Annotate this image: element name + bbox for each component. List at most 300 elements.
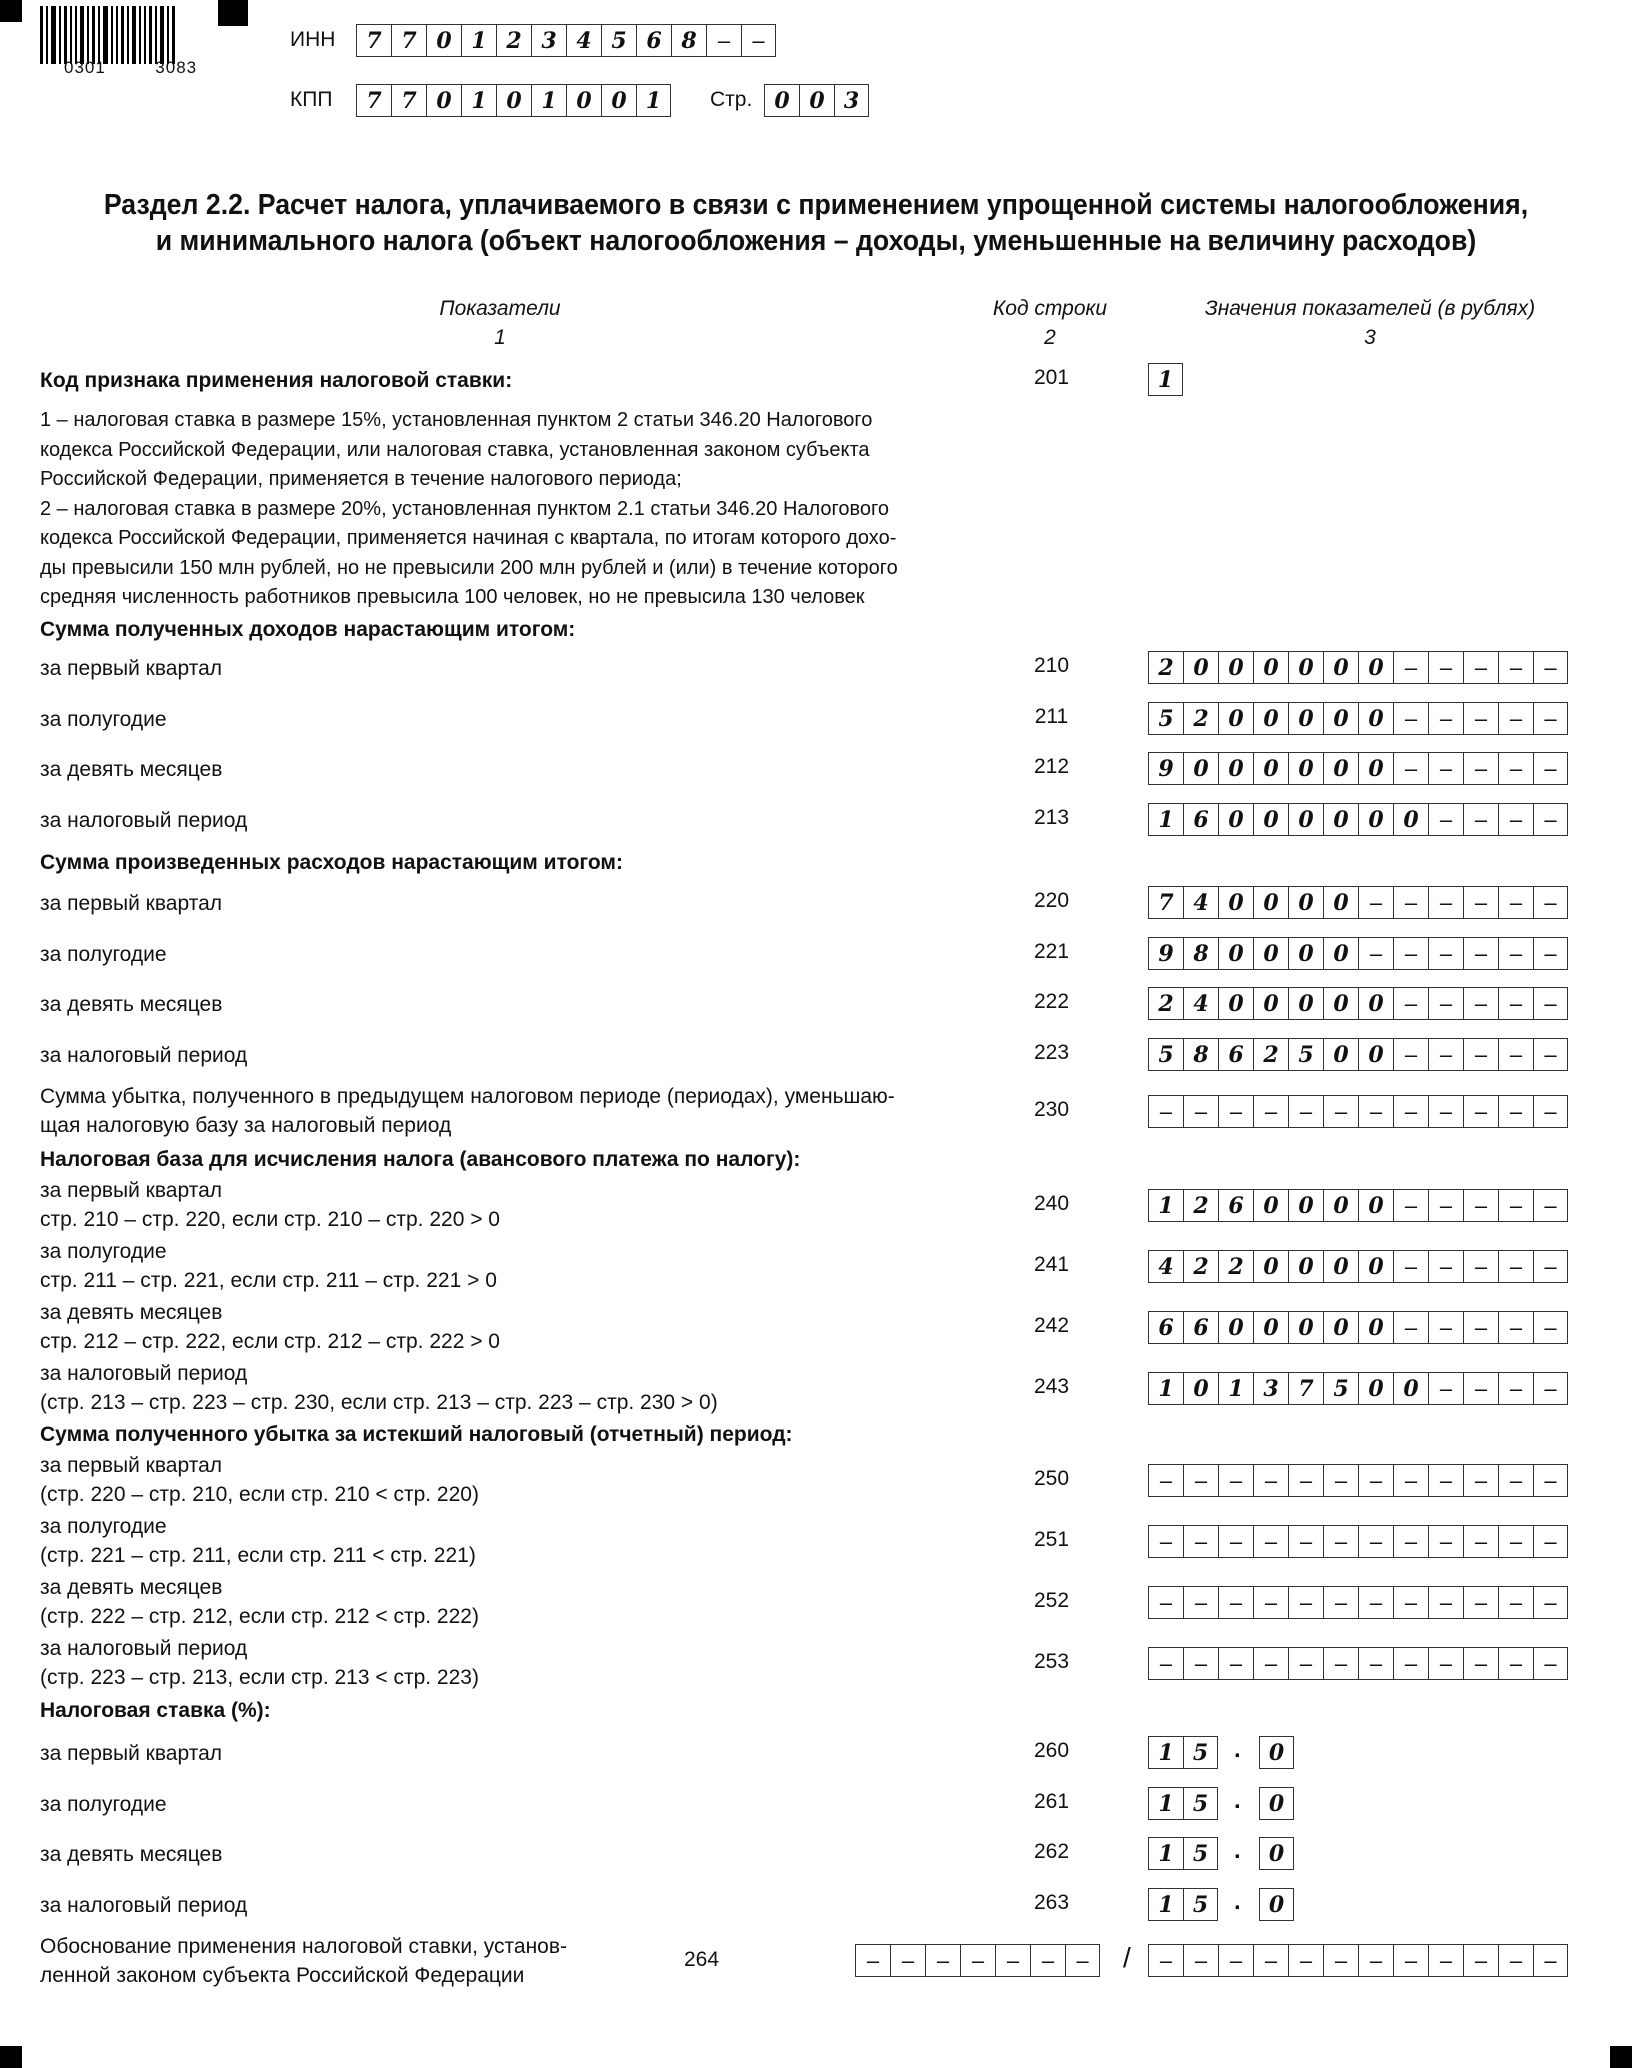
row-240-cells[interactable] [1148, 1189, 1568, 1222]
input-cell[interactable]: – [1393, 987, 1428, 1020]
input-cell[interactable]: 0 [1358, 987, 1393, 1020]
input-cell[interactable]: 1 [1148, 1888, 1183, 1921]
input-cell[interactable]: – [1253, 1464, 1288, 1497]
input-cell[interactable]: – [1358, 937, 1393, 970]
input-cell[interactable]: – [1148, 1464, 1183, 1497]
input-cell[interactable]: – [1533, 987, 1568, 1020]
input-cell[interactable]: 0 [1218, 752, 1253, 785]
input-cell[interactable]: 0 [1259, 1888, 1294, 1921]
input-cell[interactable]: – [1183, 1586, 1218, 1619]
input-cell[interactable]: 0 [1218, 937, 1253, 970]
input-cell[interactable]: – [1533, 1038, 1568, 1071]
input-cell[interactable]: – [1498, 803, 1533, 836]
input-cell[interactable]: – [1498, 651, 1533, 684]
input-cell[interactable]: 1 [1218, 1372, 1253, 1405]
input-cell[interactable]: 0 [1218, 651, 1253, 684]
input-cell[interactable]: 0 [1323, 702, 1358, 735]
input-cell[interactable]: – [1428, 1525, 1463, 1558]
input-cell[interactable]: 5 [1183, 1787, 1218, 1820]
input-cell[interactable]: – [1533, 1525, 1568, 1558]
row-253-cells[interactable] [1148, 1647, 1568, 1680]
input-cell[interactable]: 0 [1253, 987, 1288, 1020]
input-cell[interactable]: 2 [496, 24, 531, 57]
input-cell[interactable]: – [1463, 1095, 1498, 1128]
input-cell[interactable]: – [1463, 1464, 1498, 1497]
kpp-cells[interactable] [356, 84, 671, 117]
input-cell[interactable]: – [890, 1944, 925, 1977]
input-cell[interactable]: – [1533, 651, 1568, 684]
row-230-cells[interactable] [1148, 1095, 1568, 1128]
input-cell[interactable]: – [1498, 1586, 1533, 1619]
input-cell[interactable]: 2 [1148, 987, 1183, 1020]
decimal-point: . [1234, 1736, 1241, 1763]
input-cell[interactable]: – [1463, 1944, 1498, 1977]
input-cell[interactable]: – [1393, 937, 1428, 970]
input-cell[interactable]: 0 [1323, 1250, 1358, 1283]
input-cell[interactable]: – [1393, 1464, 1428, 1497]
row-243-label [40, 1359, 718, 1417]
input-cell[interactable]: – [1358, 886, 1393, 919]
row-264-left-cells[interactable] [855, 1944, 1100, 1977]
row-262-dec-cells[interactable] [1259, 1837, 1294, 1870]
input-cell[interactable]: – [1463, 1372, 1498, 1405]
input-cell[interactable]: – [1533, 1311, 1568, 1344]
input-cell[interactable]: 0 [1259, 1787, 1294, 1820]
input-cell[interactable]: 0 [426, 24, 461, 57]
input-cell[interactable]: 2 [1218, 1250, 1253, 1283]
input-cell[interactable]: – [1498, 1372, 1533, 1405]
input-cell[interactable]: – [1533, 1372, 1568, 1405]
row-222-code: 222 [1033, 990, 1070, 1013]
input-cell[interactable]: – [1288, 1095, 1323, 1128]
input-cell[interactable]: 1 [1148, 1837, 1183, 1870]
input-cell[interactable]: 1 [1148, 1189, 1183, 1222]
input-cell[interactable]: 0 [1358, 752, 1393, 785]
input-cell[interactable]: 4 [1183, 886, 1218, 919]
input-cell[interactable]: – [706, 24, 741, 57]
input-cell[interactable]: 0 [1358, 803, 1393, 836]
row-251-cells[interactable] [1148, 1525, 1568, 1558]
input-cell[interactable]: – [1183, 1464, 1218, 1497]
input-cell[interactable]: – [1288, 1944, 1323, 1977]
input-cell[interactable]: 0 [1358, 1311, 1393, 1344]
input-cell[interactable]: – [1533, 1189, 1568, 1222]
input-cell[interactable]: 0 [1253, 1311, 1288, 1344]
input-cell[interactable]: 0 [1218, 1311, 1253, 1344]
input-cell[interactable]: 0 [1288, 803, 1323, 836]
input-cell[interactable]: 0 [1288, 987, 1323, 1020]
input-cell[interactable]: 0 [1288, 651, 1323, 684]
input-cell[interactable]: 0 [1259, 1837, 1294, 1870]
input-cell[interactable]: – [1428, 1311, 1463, 1344]
input-cell[interactable]: 2 [1148, 651, 1183, 684]
input-cell[interactable]: – [1218, 1464, 1253, 1497]
input-cell[interactable]: – [1498, 1525, 1533, 1558]
input-cell[interactable]: 0 [1218, 803, 1253, 836]
input-cell[interactable]: – [1463, 1038, 1498, 1071]
input-cell[interactable]: – [1428, 1095, 1463, 1128]
row-201-cells[interactable] [1148, 363, 1183, 396]
input-cell[interactable]: 0 [1358, 1372, 1393, 1405]
input-cell[interactable]: 3 [1253, 1372, 1288, 1405]
input-cell[interactable]: – [1030, 1944, 1065, 1977]
input-cell[interactable]: 0 [1323, 651, 1358, 684]
row-264-right-cells[interactable] [1148, 1944, 1568, 1977]
input-cell[interactable]: – [1428, 651, 1463, 684]
input-cell[interactable]: – [1533, 937, 1568, 970]
input-cell[interactable]: 0 [1288, 702, 1323, 735]
input-cell[interactable]: 8 [671, 24, 706, 57]
input-cell[interactable]: 0 [764, 84, 799, 117]
input-cell[interactable]: 0 [1183, 1372, 1218, 1405]
input-cell[interactable]: 1 [1148, 363, 1183, 396]
input-cell[interactable]: 0 [426, 84, 461, 117]
input-cell[interactable]: 1 [531, 84, 566, 117]
input-cell[interactable]: 0 [1323, 886, 1358, 919]
row-260-int-cells[interactable] [1148, 1736, 1218, 1769]
input-cell[interactable]: – [1428, 1038, 1463, 1071]
input-cell[interactable]: 6 [1183, 1311, 1218, 1344]
input-cell[interactable]: – [1065, 1944, 1100, 1977]
input-cell[interactable]: – [1183, 1647, 1218, 1680]
input-cell[interactable]: – [1463, 752, 1498, 785]
input-cell[interactable]: – [1463, 886, 1498, 919]
input-cell[interactable]: – [1218, 1525, 1253, 1558]
input-cell[interactable]: 4 [1148, 1250, 1183, 1283]
input-cell[interactable]: 1 [461, 84, 496, 117]
input-cell[interactable]: 0 [1358, 651, 1393, 684]
input-cell[interactable]: – [1498, 1189, 1533, 1222]
input-cell[interactable]: – [1288, 1464, 1323, 1497]
input-cell[interactable]: 3 [834, 84, 869, 117]
input-cell[interactable]: – [1358, 1525, 1393, 1558]
row-213-cells[interactable] [1148, 803, 1568, 836]
row-220-cells[interactable] [1148, 886, 1568, 919]
input-cell[interactable]: – [1428, 987, 1463, 1020]
input-cell[interactable]: – [1393, 651, 1428, 684]
input-cell[interactable]: 0 [1288, 1311, 1323, 1344]
input-cell[interactable]: – [1498, 1647, 1533, 1680]
input-cell[interactable]: – [1218, 1647, 1253, 1680]
input-cell[interactable]: – [1428, 1189, 1463, 1222]
input-cell[interactable]: – [1498, 1095, 1533, 1128]
input-cell[interactable]: – [1498, 752, 1533, 785]
input-cell[interactable]: – [1323, 1647, 1358, 1680]
input-cell[interactable]: – [1218, 1095, 1253, 1128]
input-cell[interactable]: – [1463, 1647, 1498, 1680]
input-cell[interactable]: 2 [1183, 702, 1218, 735]
input-cell[interactable]: – [1463, 937, 1498, 970]
input-cell[interactable]: – [1498, 1311, 1533, 1344]
input-cell[interactable]: 0 [566, 84, 601, 117]
row-261-int-cells[interactable] [1148, 1787, 1218, 1820]
input-cell[interactable]: – [1358, 1464, 1393, 1497]
row-263-dec-cells[interactable] [1259, 1888, 1294, 1921]
input-cell[interactable]: – [1323, 1944, 1358, 1977]
input-cell[interactable]: 5 [1148, 1038, 1183, 1071]
input-cell[interactable]: 6 [1148, 1311, 1183, 1344]
input-cell[interactable]: 1 [1148, 1736, 1183, 1769]
input-cell[interactable]: – [1498, 937, 1533, 970]
input-cell[interactable]: – [1323, 1525, 1358, 1558]
input-cell[interactable]: – [1393, 752, 1428, 785]
input-cell[interactable]: 7 [391, 24, 426, 57]
input-cell[interactable]: 0 [1323, 987, 1358, 1020]
input-cell[interactable]: – [1393, 1944, 1428, 1977]
input-cell[interactable]: 6 [1183, 803, 1218, 836]
input-cell[interactable]: 0 [1358, 702, 1393, 735]
input-cell[interactable]: – [1428, 937, 1463, 970]
input-cell[interactable]: – [1533, 1944, 1568, 1977]
input-cell[interactable]: 0 [496, 84, 531, 117]
input-cell[interactable]: 1 [1148, 803, 1183, 836]
input-cell[interactable]: – [1183, 1095, 1218, 1128]
input-cell[interactable]: 0 [1183, 752, 1218, 785]
input-cell[interactable]: 0 [1288, 1250, 1323, 1283]
input-cell[interactable]: – [1533, 803, 1568, 836]
input-cell[interactable]: 6 [1218, 1189, 1253, 1222]
input-cell[interactable]: – [1533, 1464, 1568, 1497]
input-cell[interactable]: – [1393, 1525, 1428, 1558]
input-cell[interactable]: – [1253, 1095, 1288, 1128]
row-261-dec-cells[interactable] [1259, 1787, 1294, 1820]
input-cell[interactable]: – [855, 1944, 890, 1977]
input-cell[interactable]: 5 [601, 24, 636, 57]
input-cell[interactable]: 0 [1253, 803, 1288, 836]
input-cell[interactable]: – [1393, 1250, 1428, 1283]
row-223-cells[interactable] [1148, 1038, 1568, 1071]
input-cell[interactable]: 5 [1288, 1038, 1323, 1071]
row-241-cells[interactable] [1148, 1250, 1568, 1283]
input-cell[interactable]: – [1393, 702, 1428, 735]
input-cell[interactable]: – [1393, 1311, 1428, 1344]
input-cell[interactable]: – [1498, 987, 1533, 1020]
input-cell[interactable]: – [1533, 1095, 1568, 1128]
input-cell[interactable]: – [1148, 1586, 1183, 1619]
input-cell[interactable]: – [1498, 702, 1533, 735]
input-cell[interactable]: 1 [1148, 1372, 1183, 1405]
input-cell[interactable]: – [960, 1944, 995, 1977]
input-cell[interactable]: 0 [1323, 803, 1358, 836]
input-cell[interactable]: 0 [1218, 987, 1253, 1020]
input-cell[interactable]: – [1533, 702, 1568, 735]
input-cell[interactable]: – [1533, 1647, 1568, 1680]
input-cell[interactable]: – [1498, 1038, 1533, 1071]
input-cell[interactable]: – [1323, 1095, 1358, 1128]
input-cell[interactable]: 6 [1218, 1038, 1253, 1071]
input-cell[interactable]: – [1533, 1586, 1568, 1619]
input-cell[interactable]: – [1393, 1038, 1428, 1071]
input-cell[interactable]: 2 [1183, 1189, 1218, 1222]
input-cell[interactable]: – [1428, 1464, 1463, 1497]
input-cell[interactable]: – [741, 24, 776, 57]
input-cell[interactable]: 4 [1183, 987, 1218, 1020]
row-264-label-line2: ленной законом субъекта Российской Федерации [40, 1964, 525, 1987]
input-cell[interactable]: 0 [1253, 702, 1288, 735]
input-cell[interactable]: – [1323, 1464, 1358, 1497]
input-cell[interactable]: – [1148, 1095, 1183, 1128]
input-cell[interactable]: – [1148, 1944, 1183, 1977]
row-250-cells[interactable] [1148, 1464, 1568, 1497]
input-cell[interactable]: 0 [601, 84, 636, 117]
input-cell[interactable]: 0 [1253, 1250, 1288, 1283]
input-cell[interactable]: – [1288, 1525, 1323, 1558]
input-cell[interactable]: 0 [1253, 886, 1288, 919]
input-cell[interactable]: – [1393, 1586, 1428, 1619]
barcode-number [64, 58, 197, 78]
input-cell[interactable]: – [1498, 1464, 1533, 1497]
input-cell[interactable]: 0 [1323, 1189, 1358, 1222]
input-cell[interactable]: 2 [1183, 1250, 1218, 1283]
input-cell[interactable]: – [1498, 1250, 1533, 1283]
input-cell[interactable]: 0 [1358, 1038, 1393, 1071]
input-cell[interactable]: – [995, 1944, 1030, 1977]
inn-label: ИНН [290, 28, 336, 51]
input-cell[interactable]: 0 [1253, 1189, 1288, 1222]
input-cell[interactable]: – [1288, 1586, 1323, 1619]
input-cell[interactable]: – [1533, 1250, 1568, 1283]
input-cell[interactable]: 0 [1218, 886, 1253, 919]
input-cell[interactable]: 0 [1259, 1736, 1294, 1769]
input-cell[interactable]: – [1358, 1944, 1393, 1977]
input-cell[interactable]: – [1498, 886, 1533, 919]
input-cell[interactable]: 0 [1358, 1250, 1393, 1283]
input-cell[interactable]: – [1463, 1586, 1498, 1619]
row-243-cells[interactable] [1148, 1372, 1568, 1405]
row-252-cells[interactable] [1148, 1586, 1568, 1619]
input-cell[interactable]: – [1253, 1525, 1288, 1558]
input-cell[interactable]: 0 [1288, 1189, 1323, 1222]
input-cell[interactable]: – [1183, 1944, 1218, 1977]
row-240-code: 240 [1033, 1192, 1070, 1215]
input-cell[interactable]: 0 [1358, 1189, 1393, 1222]
input-cell[interactable]: 1 [636, 84, 671, 117]
input-cell[interactable]: 5 [1183, 1837, 1218, 1870]
input-cell[interactable]: 5 [1183, 1736, 1218, 1769]
input-cell[interactable]: 0 [1323, 1038, 1358, 1071]
registration-mark-top-left [0, 0, 22, 22]
inn-cells[interactable] [356, 24, 776, 57]
input-cell[interactable]: 0 [799, 84, 834, 117]
input-cell[interactable]: – [1463, 1250, 1498, 1283]
input-cell[interactable]: 7 [1288, 1372, 1323, 1405]
input-cell[interactable]: 0 [1323, 1311, 1358, 1344]
input-cell[interactable]: 5 [1323, 1372, 1358, 1405]
input-cell[interactable]: 0 [1253, 937, 1288, 970]
input-cell[interactable]: 0 [1253, 651, 1288, 684]
input-cell[interactable]: – [1253, 1944, 1288, 1977]
input-cell[interactable]: – [1288, 1647, 1323, 1680]
input-cell[interactable]: 8 [1183, 1038, 1218, 1071]
input-cell[interactable]: – [1218, 1586, 1253, 1619]
input-cell[interactable]: – [1428, 886, 1463, 919]
row-210-cells[interactable] [1148, 651, 1568, 684]
input-cell[interactable]: – [1533, 752, 1568, 785]
input-cell[interactable]: 0 [1288, 752, 1323, 785]
input-cell[interactable]: – [1428, 1586, 1463, 1619]
row-260-dec-cells[interactable] [1259, 1736, 1294, 1769]
input-cell[interactable]: 0 [1218, 702, 1253, 735]
row-222-cells[interactable] [1148, 987, 1568, 1020]
row-242-cells[interactable] [1148, 1311, 1568, 1344]
input-cell[interactable]: – [1463, 803, 1498, 836]
input-cell[interactable]: – [1428, 1647, 1463, 1680]
input-cell[interactable]: 0 [1288, 886, 1323, 919]
input-cell[interactable]: – [1323, 1586, 1358, 1619]
input-cell[interactable]: – [1358, 1647, 1393, 1680]
row-212-code: 212 [1033, 755, 1070, 778]
input-cell[interactable]: – [1428, 752, 1463, 785]
input-cell[interactable]: – [1463, 1189, 1498, 1222]
input-cell[interactable]: – [1498, 1944, 1533, 1977]
input-cell[interactable]: – [1463, 702, 1498, 735]
input-cell[interactable]: 7 [1148, 886, 1183, 919]
input-cell[interactable]: – [1533, 886, 1568, 919]
input-cell[interactable]: – [1393, 1189, 1428, 1222]
input-cell[interactable]: – [1358, 1586, 1393, 1619]
input-cell[interactable]: – [1463, 1311, 1498, 1344]
input-cell[interactable]: 7 [356, 24, 391, 57]
input-cell[interactable]: 9 [1148, 752, 1183, 785]
input-cell[interactable]: 1 [1148, 1787, 1183, 1820]
input-cell[interactable]: – [1148, 1647, 1183, 1680]
input-cell[interactable]: 1 [461, 24, 496, 57]
input-cell[interactable]: – [925, 1944, 960, 1977]
row-211-cells[interactable] [1148, 702, 1568, 735]
input-cell[interactable]: 9 [1148, 937, 1183, 970]
input-cell[interactable]: – [1463, 987, 1498, 1020]
input-cell[interactable]: – [1428, 803, 1463, 836]
input-cell[interactable]: 7 [391, 84, 426, 117]
input-cell[interactable]: – [1393, 1095, 1428, 1128]
input-cell[interactable]: 4 [566, 24, 601, 57]
input-cell[interactable]: – [1183, 1525, 1218, 1558]
input-cell[interactable]: 5 [1183, 1888, 1218, 1921]
input-cell[interactable]: – [1358, 1095, 1393, 1128]
input-cell[interactable]: 0 [1393, 803, 1428, 836]
input-cell[interactable]: 0 [1183, 651, 1218, 684]
input-cell[interactable]: – [1428, 1944, 1463, 1977]
row-221-cells[interactable] [1148, 937, 1568, 970]
input-cell[interactable]: – [1428, 702, 1463, 735]
input-cell[interactable]: – [1463, 651, 1498, 684]
row-263-int-cells[interactable] [1148, 1888, 1218, 1921]
input-cell[interactable]: 5 [1148, 702, 1183, 735]
input-cell[interactable]: – [1148, 1525, 1183, 1558]
input-cell[interactable]: – [1393, 1647, 1428, 1680]
row-212-cells[interactable] [1148, 752, 1568, 785]
page-number-cells[interactable] [764, 84, 869, 117]
input-cell[interactable]: – [1428, 1372, 1463, 1405]
input-cell[interactable]: 2 [1253, 1038, 1288, 1071]
input-cell[interactable]: 7 [356, 84, 391, 117]
input-cell[interactable]: – [1218, 1944, 1253, 1977]
input-cell[interactable]: 3 [531, 24, 566, 57]
row-262-int-cells[interactable] [1148, 1837, 1218, 1870]
input-cell[interactable]: 0 [1323, 752, 1358, 785]
input-cell[interactable]: – [1253, 1647, 1288, 1680]
input-cell[interactable]: 8 [1183, 937, 1218, 970]
input-cell[interactable]: 0 [1253, 752, 1288, 785]
input-cell[interactable]: – [1428, 1250, 1463, 1283]
input-cell[interactable]: 0 [1288, 937, 1323, 970]
input-cell[interactable]: – [1463, 1525, 1498, 1558]
input-cell[interactable]: – [1253, 1586, 1288, 1619]
input-cell[interactable]: 0 [1323, 937, 1358, 970]
input-cell[interactable]: 0 [1393, 1372, 1428, 1405]
input-cell[interactable]: 6 [636, 24, 671, 57]
input-cell[interactable]: – [1393, 886, 1428, 919]
